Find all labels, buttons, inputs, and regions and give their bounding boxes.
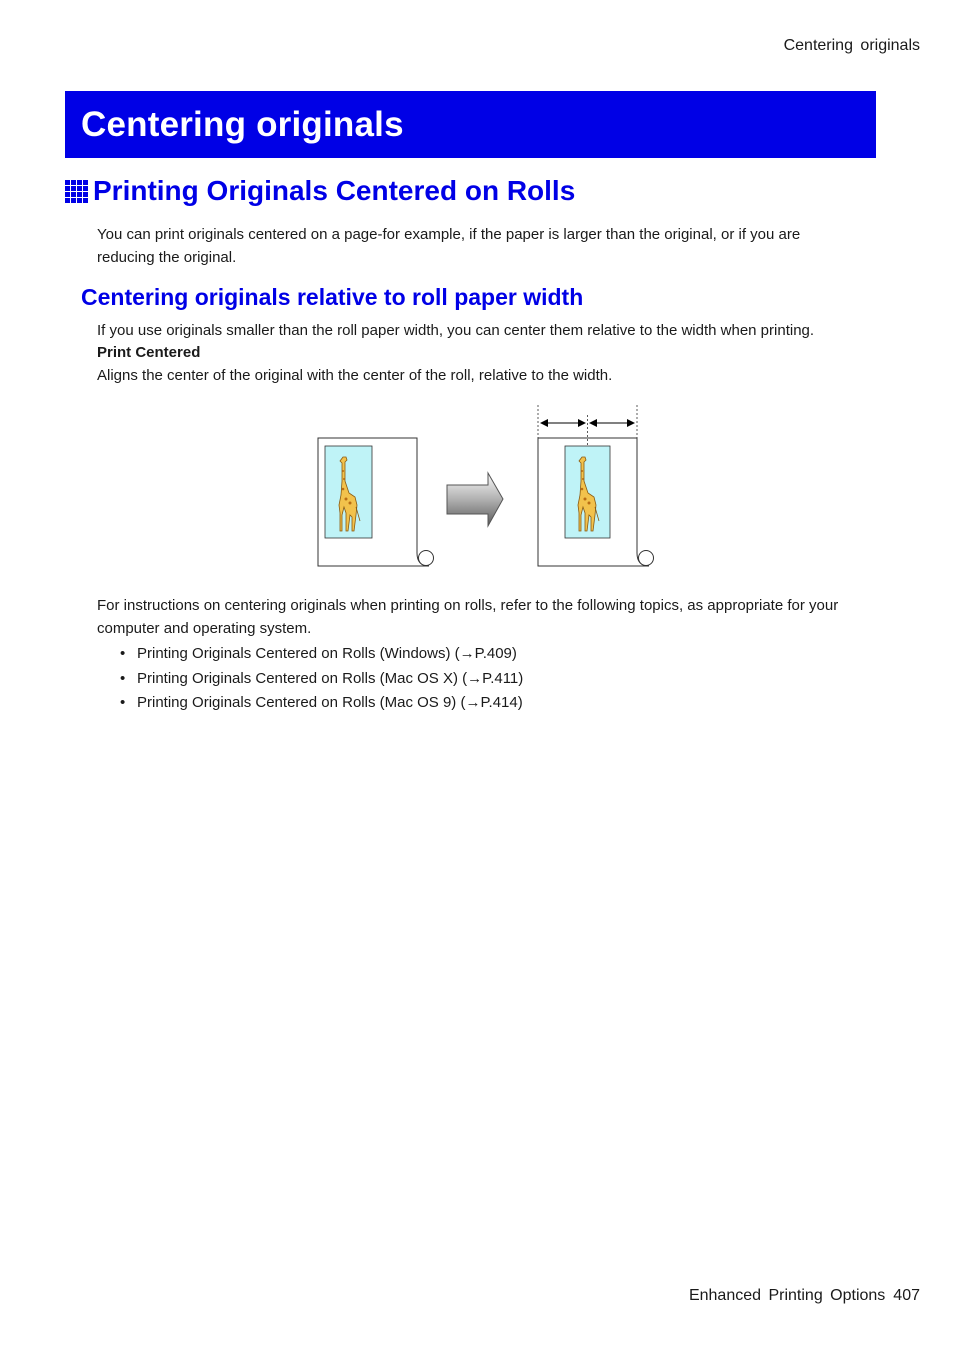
- roll-paper-after: [538, 405, 654, 566]
- centering-illustration: [300, 395, 720, 580]
- page-number: 407: [893, 1287, 920, 1304]
- section-title: Printing Originals Centered on Rolls: [93, 175, 576, 206]
- roll-paper-before: [318, 438, 434, 566]
- arrow-right-icon: [447, 473, 503, 526]
- section-heading: [65, 176, 575, 207]
- subsection-title: Centering originals relative to roll paper width: [81, 284, 584, 310]
- term-print-centered: Print Centered: [97, 344, 201, 361]
- chapter-title: Centering originals: [81, 105, 404, 144]
- topic-link-mac-os-9[interactable]: Printing Originals Centered on Rolls (Mac OS 9) (→P.414): [137, 694, 523, 711]
- subsection-text: If you use originals smaller than the roll paper width, you can center them relative to the width when printing.: [97, 322, 815, 339]
- running-header: Centering originals: [783, 37, 920, 54]
- section-intro: You can print originals centered on a page-for example, if the paper is larger than the original, or if you are reducing the original.: [97, 226, 801, 266]
- term-description: Aligns the center of the original with the center of the roll, relative to the width.: [97, 367, 613, 384]
- instructions-text: For instructions on centering originals when printing on rolls, refer to the following topics, as appropriate for your computer and operating system.: [97, 597, 839, 637]
- list-item[interactable]: • Printing Originals Centered on Rolls (Mac OS 9) (→P.414): [120, 694, 523, 711]
- list-item[interactable]: • Printing Originals Centered on Rolls (Windows) (→P.409): [120, 645, 517, 662]
- topic-link-list: [120, 642, 523, 716]
- topic-link-mac-os-x[interactable]: Printing Originals Centered on Rolls (Mac OS X) (→P.411): [137, 669, 524, 687]
- chapter-title-band: [65, 91, 876, 158]
- grid-icon: [65, 180, 88, 203]
- topic-link-windows[interactable]: Printing Originals Centered on Rolls (Windows) (→P.409): [137, 645, 517, 662]
- page-footer: [689, 1287, 920, 1305]
- list-item[interactable]: • Printing Originals Centered on Rolls (Mac OS X) (→P.411): [120, 669, 524, 687]
- footer-chapter: Enhanced Printing Options: [688, 1287, 886, 1304]
